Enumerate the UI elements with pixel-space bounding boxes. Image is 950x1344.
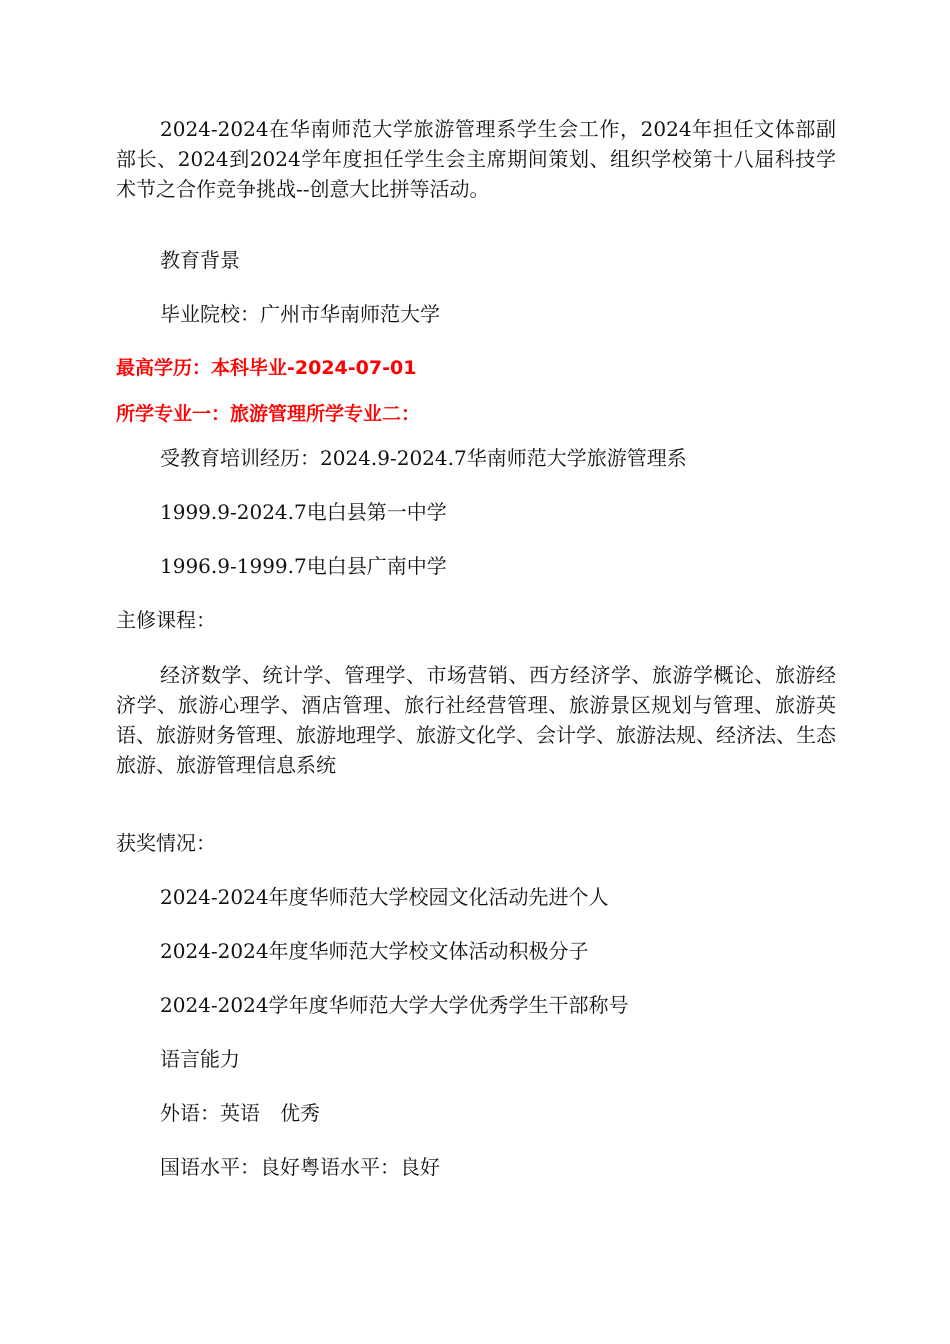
mandarin-cantonese-level: 国语水平：良好粤语水平：良好 <box>160 1155 440 1179</box>
training-item-highschool: 1999.9-2024.7电白县第一中学 <box>160 500 447 524</box>
foreign-language: 外语：英语 优秀 <box>160 1101 320 1125</box>
section-heading-language: 语言能力 <box>160 1047 240 1071</box>
courses-label: 主修课程： <box>116 608 216 632</box>
experience-paragraph: 2024-2024在华南师范大学旅游管理系学生会工作，2024年担任文体部副部长、2024到2024学年度担任学生会主席期间策划、组织学校第十八届科技学术节之合作竞争挑战--创意大比拼等活动。 <box>116 117 836 201</box>
graduated-school: 毕业院校：广州市华南师范大学 <box>160 302 440 326</box>
courses-list: 经济数学、统计学、管理学、市场营销、西方经济学、旅游学概论、旅游经济学、旅游心理学、酒店管理、旅行社经营管理、旅游景区规划与管理、旅游英语、旅游财务管理、旅游地理学、旅游文化学、会计学、旅游法规、经济法、生态旅游、旅游管理信息系统 <box>116 663 836 777</box>
award-item-2: 2024-2024年度华师范大学校文体活动积极分子 <box>160 939 589 963</box>
award-item-3: 2024-2024学年度华师范大学大学优秀学生干部称号 <box>160 993 629 1017</box>
highest-degree: 最高学历：本科毕业-2024-07-01 <box>116 357 417 379</box>
award-item-1: 2024-2024年度华师范大学校园文化活动先进个人 <box>160 885 609 909</box>
awards-label: 获奖情况： <box>116 831 216 855</box>
training-item-university: 受教育培训经历：2024.9-2024.7华南师范大学旅游管理系 <box>160 446 687 470</box>
training-item-middleschool: 1996.9-1999.7电白县广南中学 <box>160 554 447 578</box>
section-heading-education: 教育背景 <box>160 248 240 272</box>
majors: 所学专业一：旅游管理所学专业二： <box>116 403 421 425</box>
